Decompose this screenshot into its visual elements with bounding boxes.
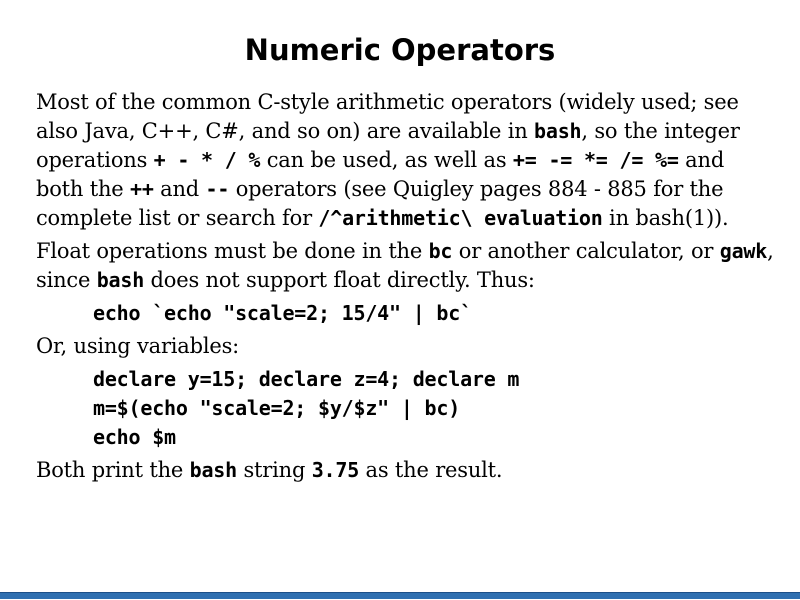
code-gawk: gawk: [719, 239, 768, 263]
text: string: [237, 458, 312, 482]
text: , so the integer operations: [36, 119, 740, 172]
text: , since: [36, 239, 774, 292]
code-result-value: 3.75: [311, 458, 360, 482]
text: and both the: [36, 148, 725, 201]
text: or another calculator, or: [452, 239, 720, 263]
bottom-bar: [0, 592, 800, 599]
paragraph-operators: [36, 88, 776, 233]
paragraph-result: [36, 456, 776, 485]
paragraph-variables: Or, using variables:: [36, 334, 240, 358]
code-bash: bash: [96, 268, 145, 292]
text: Most of the common C-style arithmetic operators (widely used; see also Java, C++, C#, and so on) are available in: [36, 90, 739, 143]
code-bash: bash: [534, 119, 582, 143]
code-line: m=$(echo "scale=2; $y/$z" | bc): [93, 396, 461, 420]
text: Both print the: [36, 458, 190, 482]
code-decrement-operator: --: [205, 177, 230, 201]
code-example-2: [93, 365, 776, 452]
code-increment-operator: ++: [130, 177, 154, 201]
slide-body: [36, 88, 776, 489]
code-integer-operators: + - * / %: [153, 148, 261, 172]
text: can be used, as well as: [260, 148, 513, 172]
text: operators (see Quigley pages 884 - 885 for the complete list or search for: [36, 177, 724, 230]
code-search-pattern: /^arithmetic\ evaluation: [318, 206, 603, 230]
paragraph-float: [36, 237, 776, 295]
text: as the result.: [359, 458, 503, 482]
code-bc: bc: [428, 239, 453, 263]
code-bash: bash: [189, 458, 237, 482]
code-line: echo $m: [93, 425, 176, 449]
text: and: [153, 177, 206, 201]
code-assignment-operators: += -= *= /= %=: [512, 148, 679, 172]
text: in bash(1)).: [602, 206, 729, 230]
code-example-1: echo `echo "scale=2; 15/4" | bc`: [93, 301, 472, 325]
slide-title: Numeric Operators: [244, 33, 556, 67]
code-line: declare y=15; declare z=4; declare m: [93, 367, 520, 391]
text: does not support float directly. Thus:: [144, 268, 535, 292]
text: Float operations must be done in the: [36, 239, 429, 263]
